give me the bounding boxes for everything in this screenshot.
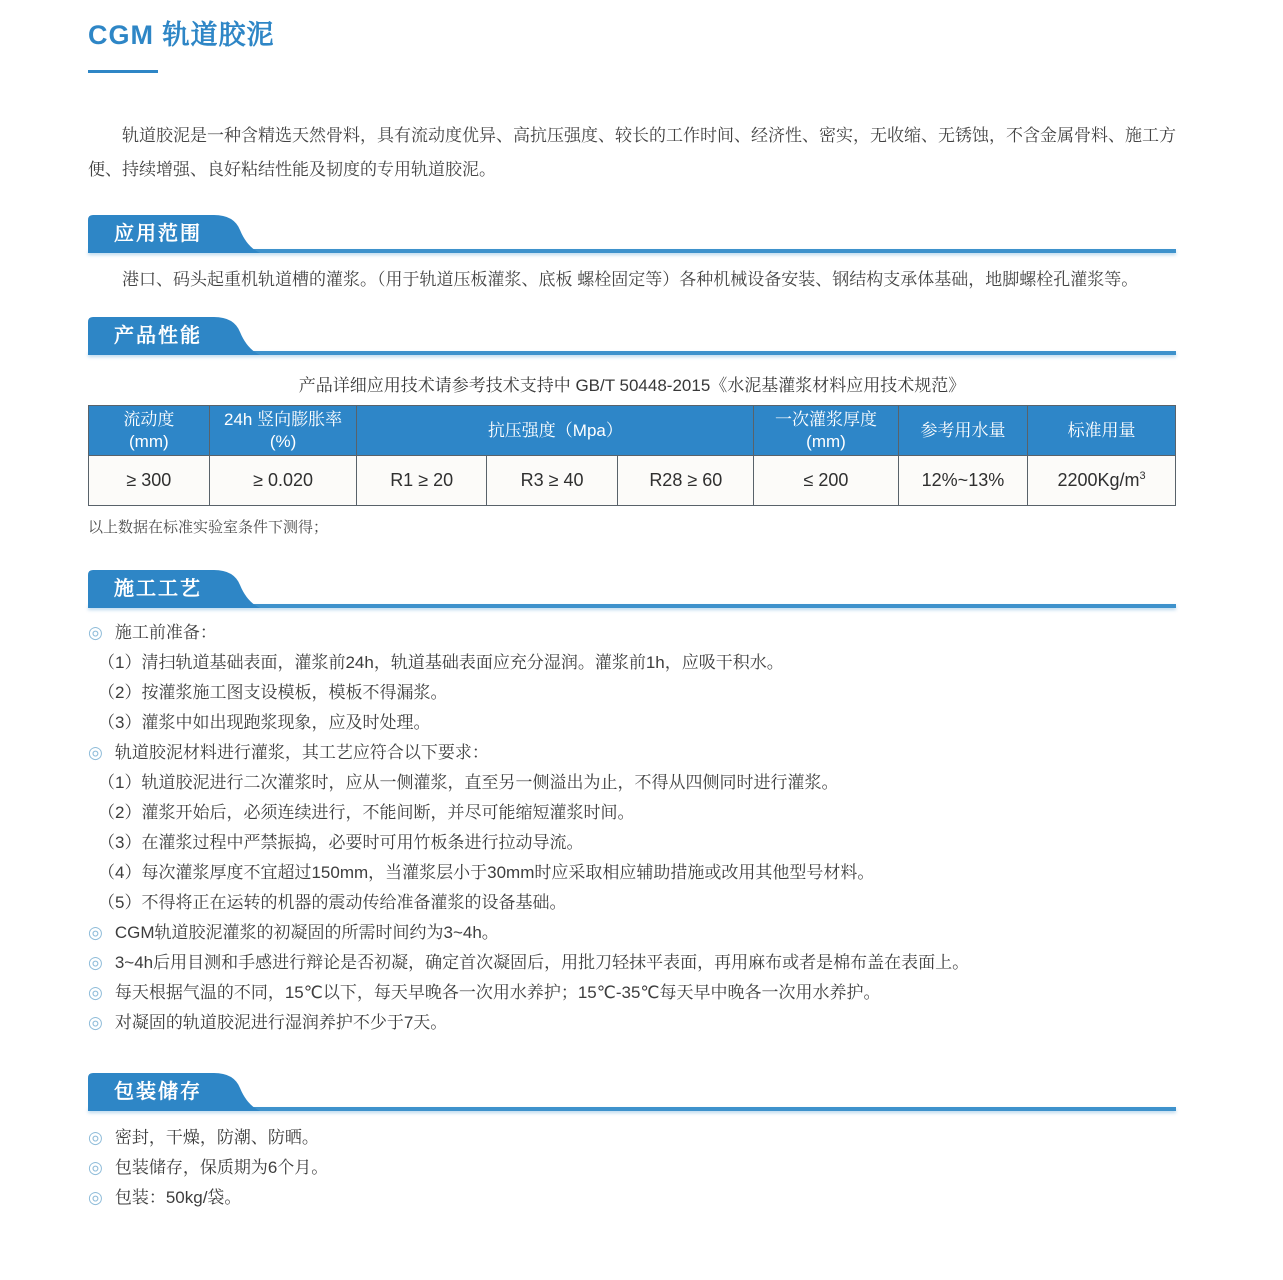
section-title: 产品性能 [114, 325, 202, 347]
bullet-icon: ◎ [88, 983, 103, 1002]
col-header-grout-thickness [754, 406, 899, 456]
bullet-icon: ◎ [88, 743, 103, 762]
bullet-icon: ◎ [88, 1013, 103, 1032]
packaging-items [88, 1127, 1176, 1208]
bullet-icon: ◎ [88, 1158, 103, 1177]
table-header-row [89, 406, 1176, 456]
cell-standard-usage [1028, 456, 1176, 506]
intro-paragraph: 轨道胶泥是一种含精选天然骨料，具有流动度优异、高抗压强度、较长的工作时间、经济性、密实，无收缩、无锈蚀，不含金属骨料、施工方便、持续增强、良好粘结性能及韧度的专用轨道胶泥。 [88, 126, 1176, 179]
col-header-standard-usage [1028, 406, 1176, 456]
section-title: 应用范围 [114, 223, 202, 245]
item-text: （2）灌浆开始后，必须连续进行，不能间断，并尽可能缩短灌浆时间。 [98, 803, 635, 822]
item-text: 3~4h后用目测和手感进行辩论是否初凝，确定首次凝固后，用批刀轻抹平表面，再用麻布或者是棉布盖在表面上。 [114, 953, 970, 972]
item-text: （1）清扫轨道基础表面，灌浆前24h，轨道基础表面应充分湿润。灌浆前1h，应吸干积水。 [98, 653, 784, 672]
section-tab-application [88, 215, 260, 253]
item-text: 包装储存，保质期为6个月。 [114, 1158, 329, 1177]
list-item [88, 622, 1176, 643]
item-text: 每天根据气温的不同，15℃以下，每天早晚各一次用水养护；15℃-35℃每天早中晚各一次用水养护。 [114, 983, 881, 1002]
cell-r3: R3 ≥ 40 [486, 456, 618, 506]
list-item [88, 1187, 1176, 1208]
col-header-water-ratio [898, 406, 1027, 456]
list-item [88, 1127, 1176, 1148]
list-item [88, 982, 1176, 1003]
header-line: (mm) [806, 431, 846, 451]
list-item [88, 952, 1176, 973]
item-text: （2）按灌浆施工图支设模板，模板不得漏浆。 [98, 683, 448, 702]
section-header-packaging [88, 1073, 1176, 1111]
item-text: （3）在灌浆过程中严禁振捣，必要时可用竹板条进行拉动导流。 [98, 833, 584, 852]
list-item [88, 1012, 1176, 1033]
list-item [88, 1157, 1176, 1178]
section-tab-construction [88, 570, 260, 608]
item-text: CGM轨道胶泥灌浆的初凝固的所需时间约为3~4h。 [114, 923, 499, 942]
bullet-icon: ◎ [88, 953, 103, 972]
list-item [88, 652, 1176, 673]
table-footnote: 以上数据在标准实验室条件下测得； [88, 519, 329, 536]
usage-base: 2200Kg/m [1057, 470, 1140, 490]
cell-flow: ≥ 300 [89, 456, 210, 506]
header-line: (mm) [129, 431, 169, 451]
item-text: 施工前准备： [114, 623, 217, 642]
section-header-application [88, 215, 1176, 253]
list-item [88, 892, 1176, 913]
cell-water: 12%~13% [898, 456, 1027, 506]
list-item [88, 712, 1176, 733]
section-tab-packaging [88, 1073, 260, 1111]
list-item [88, 832, 1176, 853]
bullet-icon: ◎ [88, 923, 103, 942]
table-data-row [89, 456, 1176, 506]
section-header-performance [88, 317, 1176, 355]
header-line: 24h 竖向膨胀率 [224, 409, 343, 429]
item-text: （3）灌浆中如出现跑浆现象，应及时处理。 [98, 713, 431, 732]
header-line: 抗压强度（Mpa） [487, 420, 623, 440]
list-item [88, 772, 1176, 793]
bullet-icon: ◎ [88, 1128, 103, 1147]
item-text: 对凝固的轨道胶泥进行湿润养护不少于7天。 [114, 1013, 448, 1032]
application-paragraph: 港口、码头起重机轨道槽的灌浆。（用于轨道压板灌浆、底板 螺栓固定等）各种机械设备安装、钢结构支承体基础，地脚螺栓孔灌浆等。 [122, 270, 1139, 289]
section-tab-performance [88, 317, 260, 355]
col-header-flow [89, 406, 210, 456]
cell-r28: R28 ≥ 60 [618, 456, 754, 506]
item-text: 密封，干燥，防潮、防晒。 [114, 1128, 319, 1147]
performance-table [88, 405, 1176, 506]
section-header-construction [88, 570, 1176, 608]
item-text: （4）每次灌浆厚度不宜超过150mm，当灌浆层小于30mm时应采取相应辅助措施或改用其他型号材料。 [98, 863, 875, 882]
item-text: 包装：50kg/袋。 [114, 1188, 242, 1207]
construction-items [88, 622, 1176, 1033]
header-line: 标准用量 [1067, 420, 1136, 440]
title-underline [88, 70, 158, 73]
list-item [88, 682, 1176, 703]
cell-r1: R1 ≥ 20 [357, 456, 486, 506]
page-title: CGM 轨道胶泥 [88, 20, 275, 50]
bullet-icon: ◎ [88, 623, 103, 642]
col-header-expansion [209, 406, 357, 456]
item-text: （1）轨道胶泥进行二次灌浆时，应从一侧灌浆，直至另一侧溢出为止，不得从四侧同时进行灌浆。 [98, 773, 839, 792]
list-item [88, 802, 1176, 823]
section-title: 包装储存 [114, 1081, 202, 1103]
item-text: （5）不得将正在运转的机器的震动传给准备灌浆的设备基础。 [98, 893, 567, 912]
bullet-icon: ◎ [88, 1188, 103, 1207]
usage-superscript: 3 [1139, 470, 1146, 482]
header-line: 一次灌浆厚度 [775, 409, 877, 429]
cell-expansion: ≥ 0.020 [209, 456, 357, 506]
cell-thickness: ≤ 200 [754, 456, 899, 506]
col-header-compressive-strength [357, 406, 754, 456]
item-text: 轨道胶泥材料进行灌浆，其工艺应符合以下要求： [114, 743, 489, 762]
standard-reference-note: 产品详细应用技术请参考技术支持中 GB/T 50448-2015《水泥基灌浆材料应用技术规范》 [298, 376, 966, 395]
list-item [88, 742, 1176, 763]
list-item [88, 862, 1176, 883]
document-page [88, 0, 1176, 1208]
header-line: 流动度 [123, 409, 175, 429]
section-title: 施工工艺 [114, 578, 202, 600]
list-item [88, 922, 1176, 943]
header-line: (%) [269, 431, 297, 451]
header-line: 参考用水量 [920, 420, 1006, 440]
